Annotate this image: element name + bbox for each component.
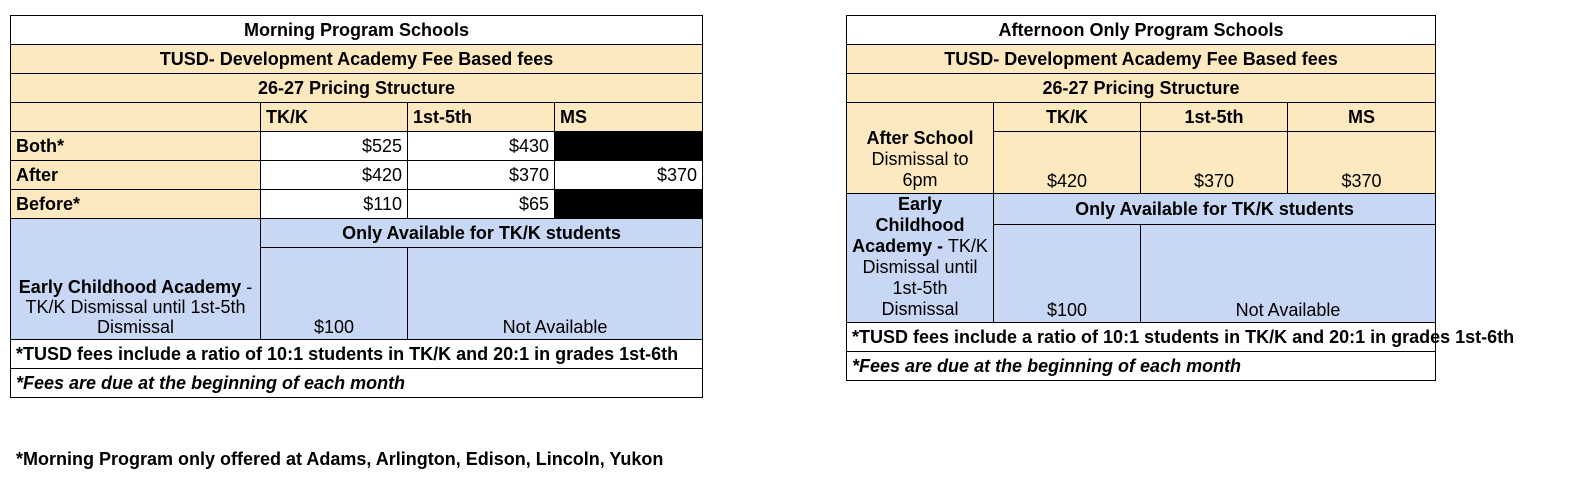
table-row xyxy=(11,161,703,190)
cell-both-1st-5th: $430 xyxy=(408,132,555,161)
cell-after-ms: $370 xyxy=(555,161,703,190)
morning-eca-tkk-price: $100 xyxy=(261,248,408,340)
afternoon-after-1st-5th: $370 xyxy=(1141,132,1288,194)
cell-before-ms-blacked xyxy=(555,190,703,219)
afternoon-col-1st-5th: 1st-5th xyxy=(1141,103,1288,132)
morning-eca-label-bold: Early Childhood Academy xyxy=(18,277,242,297)
morning-eca-label-rest: - TK/K Dismissal until 1st-5th Dismissal xyxy=(25,277,253,337)
morning-eca-not-available: Not Available xyxy=(408,248,703,340)
afternoon-ratio-note: *TUSD fees include a ratio of 10:1 students in TK/K and 20:1 in grades 1st-6th xyxy=(847,323,1436,352)
cell-both-tkk: $525 xyxy=(261,132,408,161)
cell-before-1st-5th: $65 xyxy=(408,190,555,219)
morning-fees-due: *Fees are due at the beginning of each month xyxy=(11,369,703,398)
afternoon-subtitle: TUSD- Development Academy Fee Based fees xyxy=(847,45,1436,74)
afternoon-eca-label-rest: TK/K Dismissal until 1st-5th Dismissal xyxy=(862,236,988,319)
table-row xyxy=(11,190,703,219)
afternoon-program-table xyxy=(846,15,1515,381)
afternoon-after-ms: $370 xyxy=(1288,132,1436,194)
morning-eca-availability: Only Available for TK/K students xyxy=(261,219,703,248)
morning-header-blank xyxy=(11,103,261,132)
cell-after-tkk: $420 xyxy=(261,161,408,190)
morning-footnote: *Morning Program only offered at Adams, Arlington, Edison, Lincoln, Yukon xyxy=(16,449,664,469)
afternoon-eca-availability: Only Available for TK/K students xyxy=(994,194,1436,225)
morning-title: Morning Program Schools xyxy=(11,16,703,45)
morning-subtitle: TUSD- Development Academy Fee Based fees xyxy=(11,45,703,74)
afternoon-col-ms: MS xyxy=(1288,103,1436,132)
afternoon-eca-label-bold: Early Childhood Academy - xyxy=(852,194,965,256)
morning-eca-label xyxy=(11,219,261,340)
morning-col-ms: MS xyxy=(555,103,703,132)
morning-col-tkk: TK/K xyxy=(261,103,408,132)
after-school-label-rest: Dismissal to 6pm xyxy=(871,149,969,190)
morning-ratio-note: *TUSD fees include a ratio of 10:1 students in TK/K and 20:1 in grades 1st-6th xyxy=(11,340,703,369)
afternoon-eca-label xyxy=(847,194,994,323)
cell-after-1st-5th: $370 xyxy=(408,161,555,190)
morning-pricing-structure: 26-27 Pricing Structure xyxy=(11,74,703,103)
cell-before-tkk: $110 xyxy=(261,190,408,219)
afternoon-after-school-label xyxy=(847,103,994,194)
afternoon-fees-due: *Fees are due at the beginning of each month xyxy=(847,352,1436,381)
afternoon-col-tkk: TK/K xyxy=(994,103,1141,132)
row-label-before: Before* xyxy=(11,190,261,219)
afternoon-after-tkk: $420 xyxy=(994,132,1141,194)
afternoon-title: Afternoon Only Program Schools xyxy=(847,16,1436,45)
afternoon-eca-tkk-price: $100 xyxy=(994,224,1141,322)
after-school-label-bold: After School xyxy=(866,128,974,148)
morning-col-1st-5th: 1st-5th xyxy=(408,103,555,132)
cell-both-ms-blacked xyxy=(555,132,703,161)
afternoon-pricing-structure: 26-27 Pricing Structure xyxy=(847,74,1436,103)
table-row xyxy=(11,132,703,161)
afternoon-eca-not-available: Not Available xyxy=(1141,224,1436,322)
morning-program-table xyxy=(10,15,703,398)
row-label-both: Both* xyxy=(11,132,261,161)
row-label-after: After xyxy=(11,161,261,190)
